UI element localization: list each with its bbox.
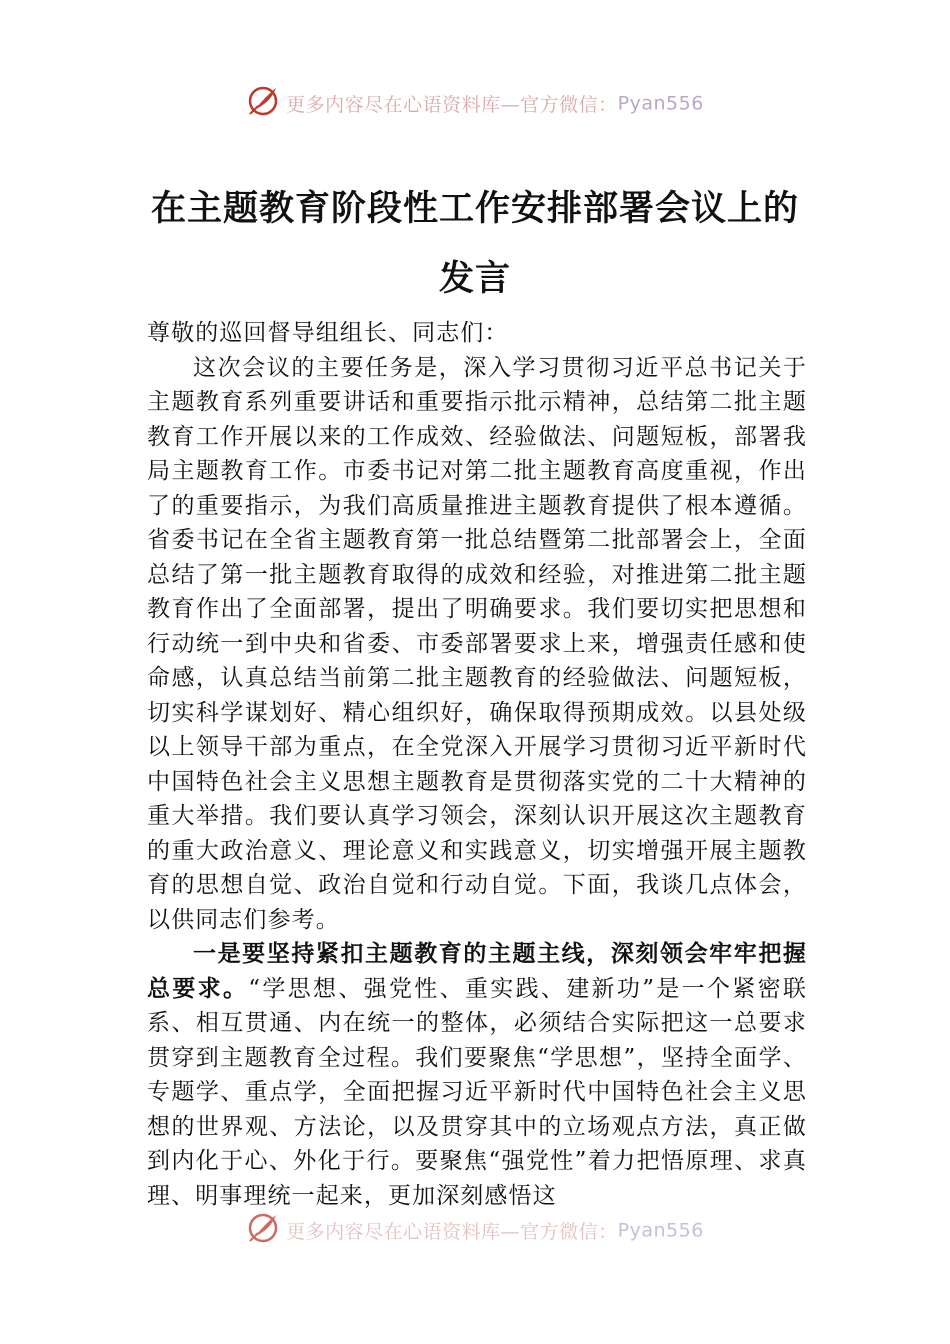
salutation: 尊敬的巡回督导组组长、同志们： xyxy=(147,320,509,346)
header-watermark xyxy=(0,84,950,123)
feather-quill-logo-icon xyxy=(246,84,280,123)
document-title-line2: 发言 xyxy=(438,258,511,299)
paragraph-2-heading: 一是要坚持紧扣主题教育的主题主线，深刻领会牢牢把握总要求。 xyxy=(147,940,807,1002)
paragraph-2 xyxy=(147,937,807,1213)
paragraph-1: 这次会议的主要任务是，深入学习贯彻习近平总书记关于主题教育系列重要讲话和重要指示批示精神，总结第二批主题教育工作开展以来的工作成效、经验做法、问题短板，部署我局主题教育工作。市委书记对第二批主题教育高度重视，作出了的重要指示，为我们高质量推进主题教育提供了根本遵循。省委书记在全省主题教育第一批总结暨第二批部署会上，全面总结了第一批主题教育取得的成效和经验，对推进第二批主题教育作出了全面部署，提出了明确要求。我们要切实把思想和行动统一到中央和省委、市委部署要求上来，增强责任感和使命感，认真总结当前第二批主题教育的经验做法、问题短板，切实科学谋划好、精心组织好，确保取得预期成效。以县处级以上领导干部为重点，在全党深入开展学习贯彻习近平新时代中国特色社会主义思想主题教育是贯彻落实党的二十大精神的重大举措。我们要认真学习领会，深刻认识开展这次主题教育的重大政治意义、理论意义和实践意义，切实增强开展主题教育的思想自觉、政治自觉和行动自觉。下面，我谈几点体会，以供同志们参考。 xyxy=(147,354,807,933)
paragraph-2-text: “学思想、强党性、重实践、建新功”是一个紧密联系、相互贯通、内在统一的整体，必须结合实际把这一总要求贯穿到主题教育全过程。我们要聚焦“学思想”，坚持全面学、专题学、重点学，全面把握习近平新时代中国特色社会主义思想的世界观、方法论，以及贯穿其中的立场观点方法，真正做到内化于心、外化于行。要聚焦“强党性”着力把悟原理、求真理、明事理统一起来，更加深刻感悟这 xyxy=(147,975,807,1209)
document-title-line1: 在主题教育阶段性工作安排部署会议上的 xyxy=(150,188,799,229)
watermark-id: Pyan556 xyxy=(617,1219,704,1242)
watermark-text: 更多内容尽在心语资料库—官方微信： xyxy=(286,1221,618,1243)
watermark-text: 更多内容尽在心语资料库—官方微信： xyxy=(286,94,618,116)
feather-quill-logo-icon xyxy=(246,1211,280,1250)
document-body xyxy=(147,316,807,1213)
watermark-id: Pyan556 xyxy=(617,92,704,115)
footer-watermark xyxy=(0,1211,950,1250)
